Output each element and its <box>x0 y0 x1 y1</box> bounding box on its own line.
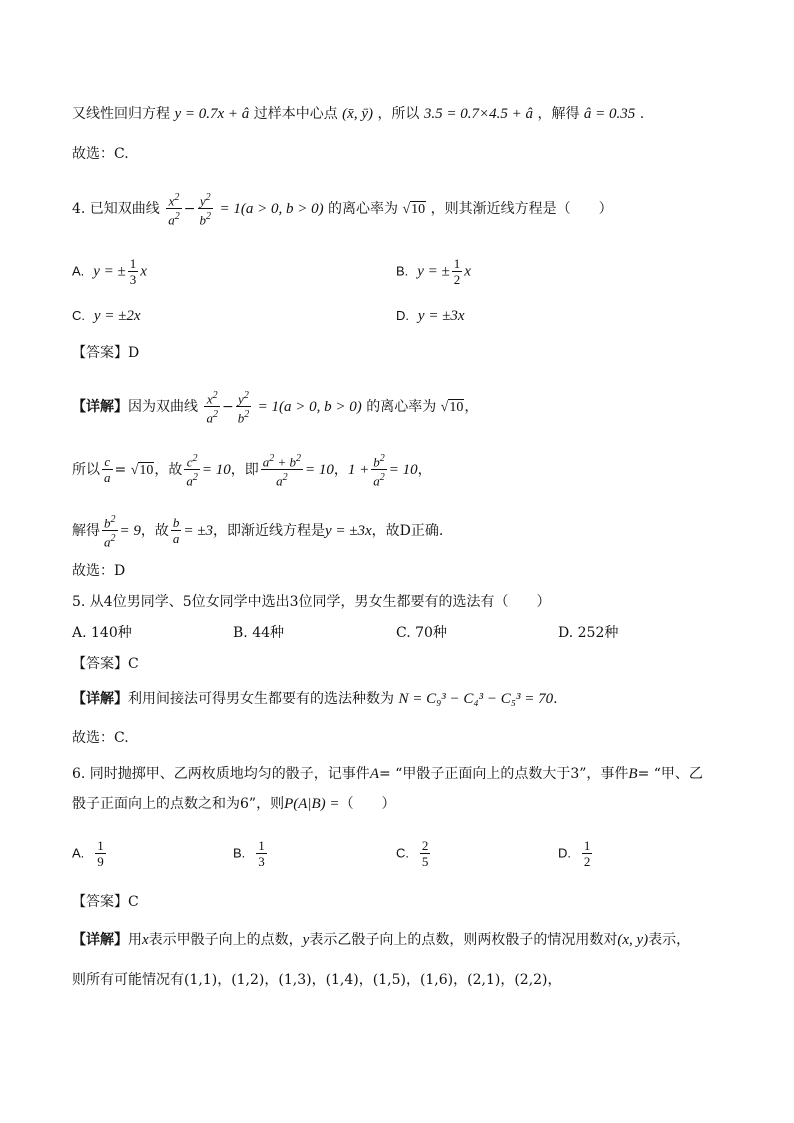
option-label: C. <box>396 845 409 861</box>
text: = “甲、乙 <box>637 766 703 782</box>
sqrt-10: √10 <box>440 399 464 415</box>
option-label: D. <box>558 845 571 861</box>
numerator: 1 <box>453 256 461 271</box>
fraction <box>452 256 463 287</box>
text: ，解得 <box>537 106 580 122</box>
denominator: 2 <box>583 854 591 869</box>
detail-4-line2: 所以 $\frac{c}{a}$ = √10，故 $\frac{c^2}{a^2}$ = 10，即 $\frac{a^2 + b^2}{a^2}$ = 10，1 + $\frac{b^2}{a^2}$ = 10， <box>72 453 432 489</box>
answer-6: 【答案】C <box>72 894 139 910</box>
equation: B <box>628 766 638 782</box>
fraction: $\frac{b^2}{a^2}$ <box>104 514 116 550</box>
text: ， <box>333 461 348 478</box>
detail-label: 【详解】 <box>72 398 128 415</box>
text: ，故 <box>140 522 169 539</box>
fraction: $\frac{y^2}{b^2}$ <box>199 192 211 228</box>
text: 所以 <box>72 461 100 478</box>
text: 过样本中心点 <box>253 106 338 122</box>
option-c: C. 70种 <box>396 625 447 641</box>
option-a <box>72 256 147 287</box>
equation: x <box>142 932 149 948</box>
equation: (x̄, ȳ) <box>342 106 373 122</box>
equation: 1 + <box>347 461 370 478</box>
detail-6-line1 <box>72 930 690 950</box>
question-5-stem: 5. 从4位男同学、5位女同学中选出3位同学，男女生都要有的选法有（ ） <box>72 594 551 610</box>
numerator: 1 <box>583 838 591 853</box>
text: （ ） <box>339 796 396 812</box>
detail-4-line3 <box>72 512 443 550</box>
text: ，所以 <box>377 106 420 122</box>
denominator: 5 <box>421 854 429 869</box>
equation: â = 0.35 <box>583 106 636 122</box>
option-d <box>396 306 465 326</box>
equation: = 10 <box>305 461 334 478</box>
fraction <box>256 838 267 869</box>
text: ，故 <box>154 461 183 478</box>
equation: x <box>464 263 471 280</box>
text: 表示， <box>648 932 691 948</box>
denominator: 9 <box>97 854 104 869</box>
detail-6-line2: 则所有可能情况有(1,1)，(1,2)，(1,3)，(1,4)，(1,5)，(1,6)，(2,1)，(2,2)， <box>72 972 562 988</box>
fraction <box>128 256 139 287</box>
option-b <box>233 838 269 869</box>
detail-label: 【详解】 <box>72 691 128 707</box>
equation: y = ± <box>93 263 126 280</box>
equation: y = ±3x <box>417 308 465 324</box>
sqrt-10: √10 <box>130 462 154 478</box>
text: 的离心率为 <box>366 398 437 415</box>
equation: = 9 <box>119 522 141 539</box>
fraction: $\frac{y^2}{b^2}$ <box>237 390 250 426</box>
fraction: $\frac{b}{a}$ <box>172 515 180 547</box>
option-label: B. <box>233 845 246 861</box>
choice-line: 故选：C. <box>72 146 129 162</box>
equation: = 1(a > 0, b > 0) <box>257 398 362 415</box>
text: 的离心率为 <box>328 200 399 217</box>
text: . <box>553 691 558 707</box>
equation: P(A|B) = <box>284 796 340 812</box>
fraction: $\frac{x^2}{a^2}$ <box>206 390 218 426</box>
equation: (x, y) <box>617 932 649 948</box>
detail-5 <box>72 689 558 709</box>
final-4: 故选：D <box>72 563 126 579</box>
option-a <box>72 838 108 869</box>
fraction <box>420 838 431 869</box>
text: 4. 已知双曲线 <box>72 200 160 217</box>
equation: = ±3 <box>183 522 213 539</box>
option-label: C. <box>72 308 85 323</box>
text: ，故D正确. <box>371 522 444 539</box>
text: . <box>639 106 645 122</box>
option-c <box>72 306 141 326</box>
detail-4-line1: 【详解】因为双曲线 $\frac{x^2}{a^2}$ − $\frac{y^2}{b^2}$ = 1(a > 0, b > 0) 的离心率为 √10， <box>72 390 479 426</box>
text: ， <box>417 461 432 478</box>
question-4-stem: 4. 已知双曲线 $\frac{x^2}{a^2}$ − $\frac{y^2}{b^2}$ = 1(a > 0, b > 0) 的离心率为 √10 ，则其渐近线方程是（ ） <box>72 192 613 228</box>
text: 表示甲骰子向上的点数， <box>148 932 303 948</box>
denominator: 3 <box>129 272 137 287</box>
text: 因为双曲线 <box>128 398 198 415</box>
detail-label: 【详解】 <box>72 932 128 948</box>
text: 又线性回归方程 <box>72 106 170 122</box>
denominator: 3 <box>258 854 265 869</box>
equation: y = ± <box>417 263 450 280</box>
equation: = 10 <box>201 461 231 478</box>
option-b <box>396 256 471 287</box>
numerator: 2 <box>421 838 429 853</box>
option-c <box>396 838 432 869</box>
regression-line <box>72 104 644 124</box>
question-6-line1 <box>72 764 703 784</box>
fraction: $\frac{a^2 + b^2}{a^2}$ <box>262 453 302 489</box>
fraction: $\frac{b^2}{a^2}$ <box>373 453 385 489</box>
question-6-line2 <box>72 794 396 814</box>
final-5: 故选：C. <box>72 730 129 746</box>
numerator: 1 <box>129 256 137 271</box>
option-label: A. <box>72 845 85 861</box>
option-d <box>558 838 594 869</box>
equation: A <box>369 766 379 782</box>
text: 骰子正面向上的点数之和为6”，则 <box>72 796 285 812</box>
text: ，则其渐近线方程是（ ） <box>430 200 613 217</box>
option-label: D. <box>396 308 409 323</box>
fraction <box>95 838 106 869</box>
sqrt-10: √10 <box>402 201 426 217</box>
option-d: D. 252种 <box>558 625 619 641</box>
numerator: 1 <box>97 838 104 853</box>
option-b: B. 44种 <box>233 625 285 641</box>
equation: N = C₉³ − C₄³ − C₅³ = 70 <box>398 691 554 707</box>
option-a: A. 140种 <box>72 625 132 641</box>
equation: y = ±2x <box>93 308 141 324</box>
option-label: A. <box>72 263 85 279</box>
equation: y = 0.7x + â <box>174 106 250 122</box>
fraction: $\frac{c}{a}$ <box>104 454 111 486</box>
fraction: $\frac{c^2}{a^2}$ <box>186 453 198 489</box>
equation: = 10 <box>388 461 418 478</box>
text: 6. 同时抛掷甲、乙两枚质地均匀的骰子，记事件 <box>72 766 370 782</box>
text: 解得 <box>72 522 100 539</box>
text: 用 <box>128 932 142 948</box>
equation: 3.5 = 0.7×4.5 + â <box>423 106 534 122</box>
numerator: 1 <box>258 838 265 853</box>
equation: y = ±3x <box>324 522 372 539</box>
answer-5: 【答案】C <box>72 656 139 672</box>
equation: x <box>140 263 147 280</box>
text: ，即渐近线方程是 <box>212 522 325 539</box>
text: 利用间接法可得男女生都要有的选法种数为 <box>128 691 394 707</box>
denominator: 2 <box>453 272 461 287</box>
equation: y <box>302 932 310 948</box>
fraction: $\frac{x^2}{a^2}$ <box>168 192 180 228</box>
fraction <box>582 838 593 869</box>
text: 表示乙骰子向上的点数，则两枚骰子的情况用数对 <box>309 932 618 948</box>
equation: = 1(a > 0, b > 0) <box>219 200 324 217</box>
text: = “甲骰子正面向上的点数大于3”，事件 <box>378 766 629 782</box>
option-label: B. <box>396 263 409 279</box>
text: ，即 <box>230 461 259 478</box>
answer-4: 【答案】D <box>72 345 140 361</box>
